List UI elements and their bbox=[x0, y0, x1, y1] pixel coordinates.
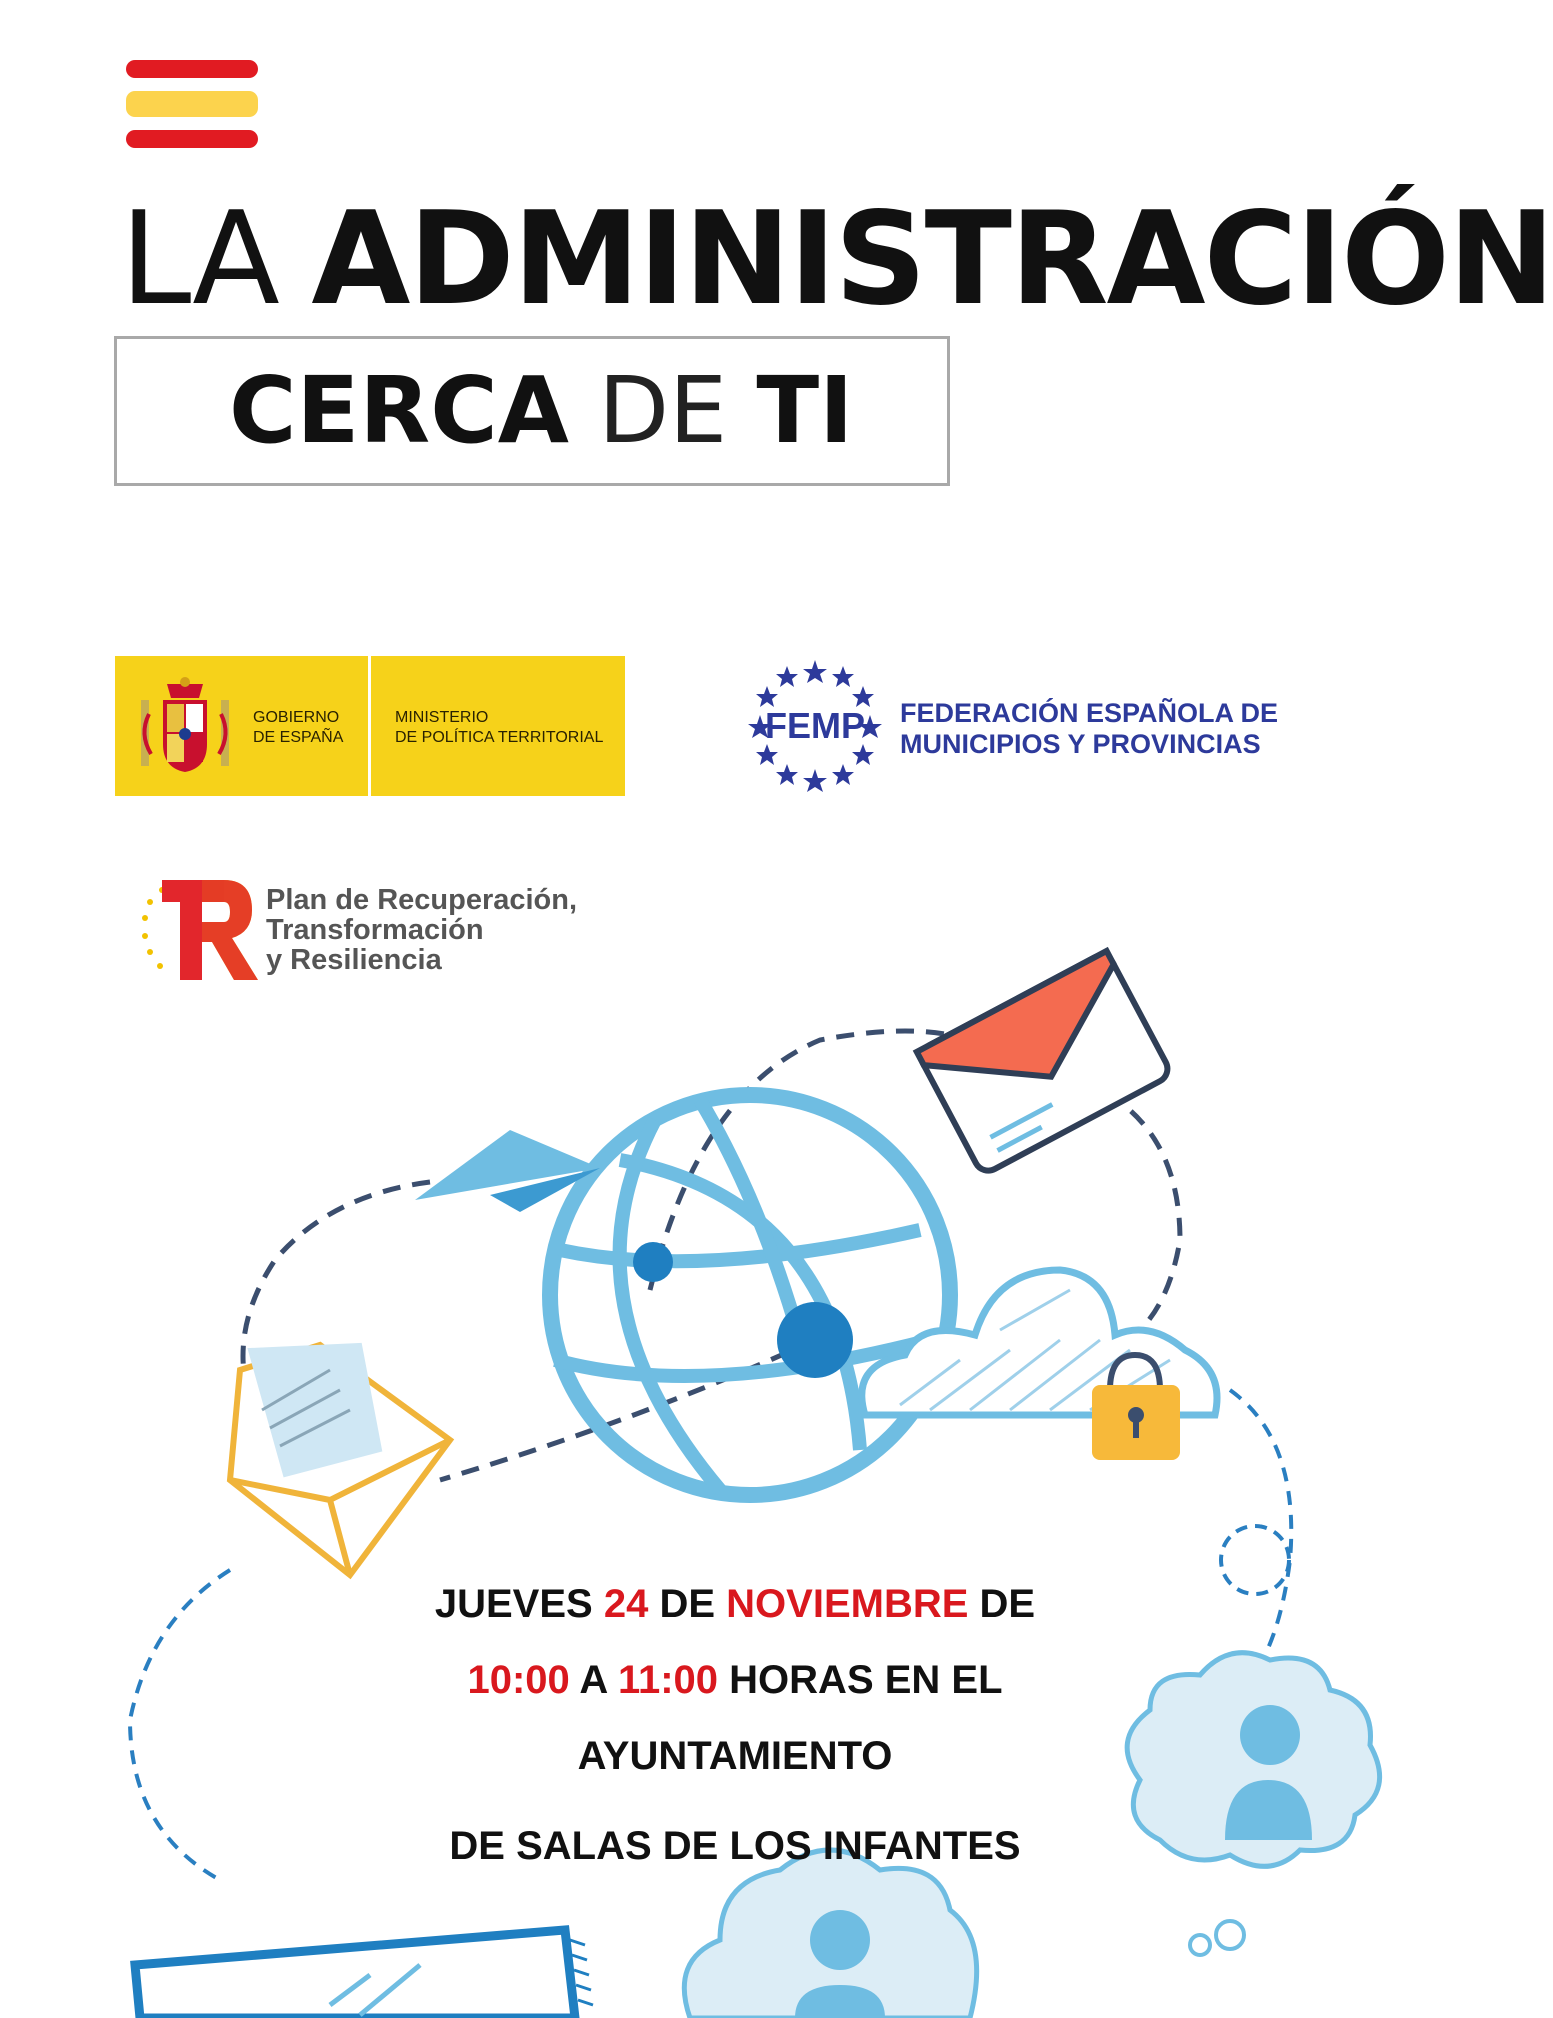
event-de2: DE bbox=[979, 1582, 1036, 1626]
coat-of-arms-icon bbox=[137, 674, 233, 778]
subtitle bbox=[229, 357, 854, 464]
event-horas: HORAS EN EL bbox=[729, 1658, 1003, 1702]
subtitle-ti: TI bbox=[756, 357, 854, 464]
event-de1: DE bbox=[659, 1582, 716, 1626]
ministerio-text: MINISTERIO DE POLÍTICA TERRITORIAL bbox=[395, 709, 604, 746]
person-icon bbox=[1127, 1653, 1379, 1955]
femp-stars-icon bbox=[745, 656, 885, 796]
title-light: LA bbox=[120, 185, 278, 334]
event-place2: DE SALAS DE LOS INFANTES bbox=[449, 1824, 1021, 1868]
plan-text: Plan de Recuperación, Transformación y Resiliencia bbox=[266, 884, 578, 976]
event-time-line bbox=[390, 1658, 1080, 1702]
monitor-icon bbox=[135, 1930, 593, 2018]
spain-flag-icon bbox=[126, 60, 258, 148]
page-title bbox=[120, 185, 1553, 334]
gobierno-logo bbox=[115, 656, 625, 796]
envelope-icon bbox=[917, 951, 1173, 1176]
globe-icon bbox=[550, 1095, 950, 1495]
cloud-lock-icon bbox=[862, 1270, 1217, 1460]
event-time-start: 10:00 bbox=[467, 1658, 570, 1702]
event-month: NOVIEMBRE bbox=[726, 1582, 969, 1626]
subtitle-de: DE bbox=[598, 357, 728, 464]
femp-name: FEDERACIÓN ESPAÑOLA DE MUNICIPIOS Y PROVINCIAS bbox=[900, 698, 1279, 759]
gobierno-text: GOBIERNO DE ESPAÑA bbox=[253, 709, 344, 746]
event-day: JUEVES bbox=[434, 1582, 593, 1626]
title-bold: ADMINISTRACIÓN bbox=[311, 185, 1553, 334]
logo-divider bbox=[368, 656, 371, 796]
femp-mark: FEMP bbox=[764, 705, 866, 746]
event-place1: AYUNTAMIENTO bbox=[577, 1734, 893, 1778]
event-info bbox=[390, 1582, 1080, 1882]
subtitle-cerca: CERCA bbox=[229, 357, 569, 464]
envelope-open-icon bbox=[230, 1345, 450, 1575]
event-date-line bbox=[390, 1582, 1080, 1626]
subtitle-box bbox=[114, 336, 950, 486]
event-date-num: 24 bbox=[603, 1582, 649, 1626]
event-time-end: 11:00 bbox=[617, 1658, 719, 1702]
event-a: A bbox=[579, 1658, 607, 1702]
